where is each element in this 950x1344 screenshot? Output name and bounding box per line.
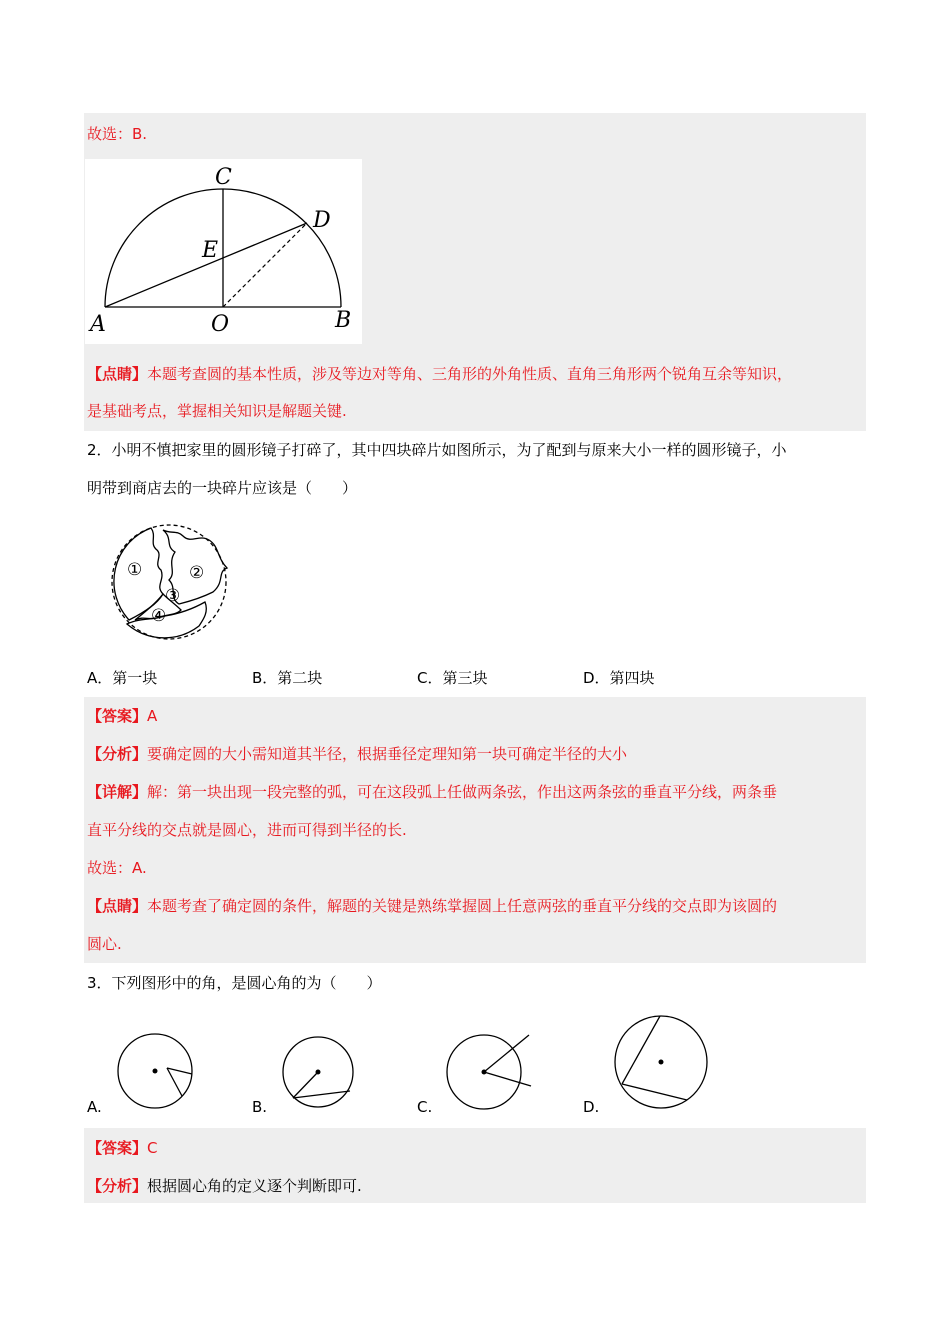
q2-detail-2: 直平分线的交点就是圆心，进而可得到半径的长. [87, 821, 407, 839]
q2-option-b[interactable]: B．第二块 [252, 669, 323, 687]
q2-comment-1: 【点睛】本题考查了确定圆的条件，解题的关键是熟练掌握圆上任意两弦的垂直平分线的交点即为该圆的 [87, 897, 778, 915]
q2-stem-1: 2．小明不慎把家里的圆形镜子打碎了，其中四块碎片如图所示，为了配到与原来大小一样的圆形镜子，小 [87, 441, 787, 459]
fragment-3-label: ③ [165, 586, 181, 606]
fragment-2-label: ② [189, 563, 205, 583]
q3-figure-b [276, 1030, 360, 1114]
q2-choice: 故选：A. [87, 859, 147, 877]
label-d: D [313, 208, 331, 233]
q3-figure-a [112, 1030, 202, 1114]
q3-option-a[interactable]: A. [87, 1098, 102, 1116]
q2-option-a[interactable]: A．第一块 [87, 669, 158, 687]
q2-stem-2: 明带到商店去的一块碎片应该是（ ） [87, 479, 358, 497]
label-e: E [202, 238, 219, 263]
mirror-fragments-figure [105, 520, 235, 645]
q3-option-b[interactable]: B. [252, 1098, 268, 1116]
q2-answer: 【答案】A [87, 707, 158, 725]
q3-figure-c [442, 1025, 538, 1115]
q2-option-d[interactable]: D．第四块 [583, 669, 655, 687]
comment-line-1a: 【点睛】本题考查圆的基本性质，涉及等边对等角、三角形的外角性质、直角三角形两个锐角互余等知识， [87, 365, 793, 383]
label-b: B [335, 308, 352, 333]
q2-option-c[interactable]: C．第三块 [417, 669, 488, 687]
comment-line-1b: 是基础考点，掌握相关知识是解题关键. [87, 402, 347, 420]
label-o: O [211, 312, 230, 337]
choice-line-1: 故选：B. [87, 125, 148, 143]
q2-comment-2: 圆心. [87, 935, 122, 953]
q3-analysis: 【分析】根据圆心角的定义逐个判断即可. [87, 1177, 362, 1195]
semicircle-figure [85, 159, 362, 344]
label-a: A [90, 312, 106, 337]
q2-detail-1: 【详解】解：第一块出现一段完整的弧，可在这段弧上任做两条弦，作出这两条弦的垂直平分线，两条垂 [87, 783, 778, 801]
q3-stem: 3．下列图形中的角，是圆心角的为（ ） [87, 974, 382, 992]
q3-answer: 【答案】C [87, 1139, 158, 1157]
label-c: C [215, 165, 232, 190]
q3-option-c[interactable]: C. [417, 1098, 433, 1116]
fragment-1-label: ① [127, 560, 143, 580]
q3-option-d[interactable]: D. [583, 1098, 600, 1116]
fragment-4-label: ④ [151, 606, 167, 626]
q3-figure-d [611, 1012, 711, 1112]
q2-analysis: 【分析】要确定圆的大小需知道其半径，根据垂径定理知第一块可确定半径的大小 [87, 745, 628, 763]
